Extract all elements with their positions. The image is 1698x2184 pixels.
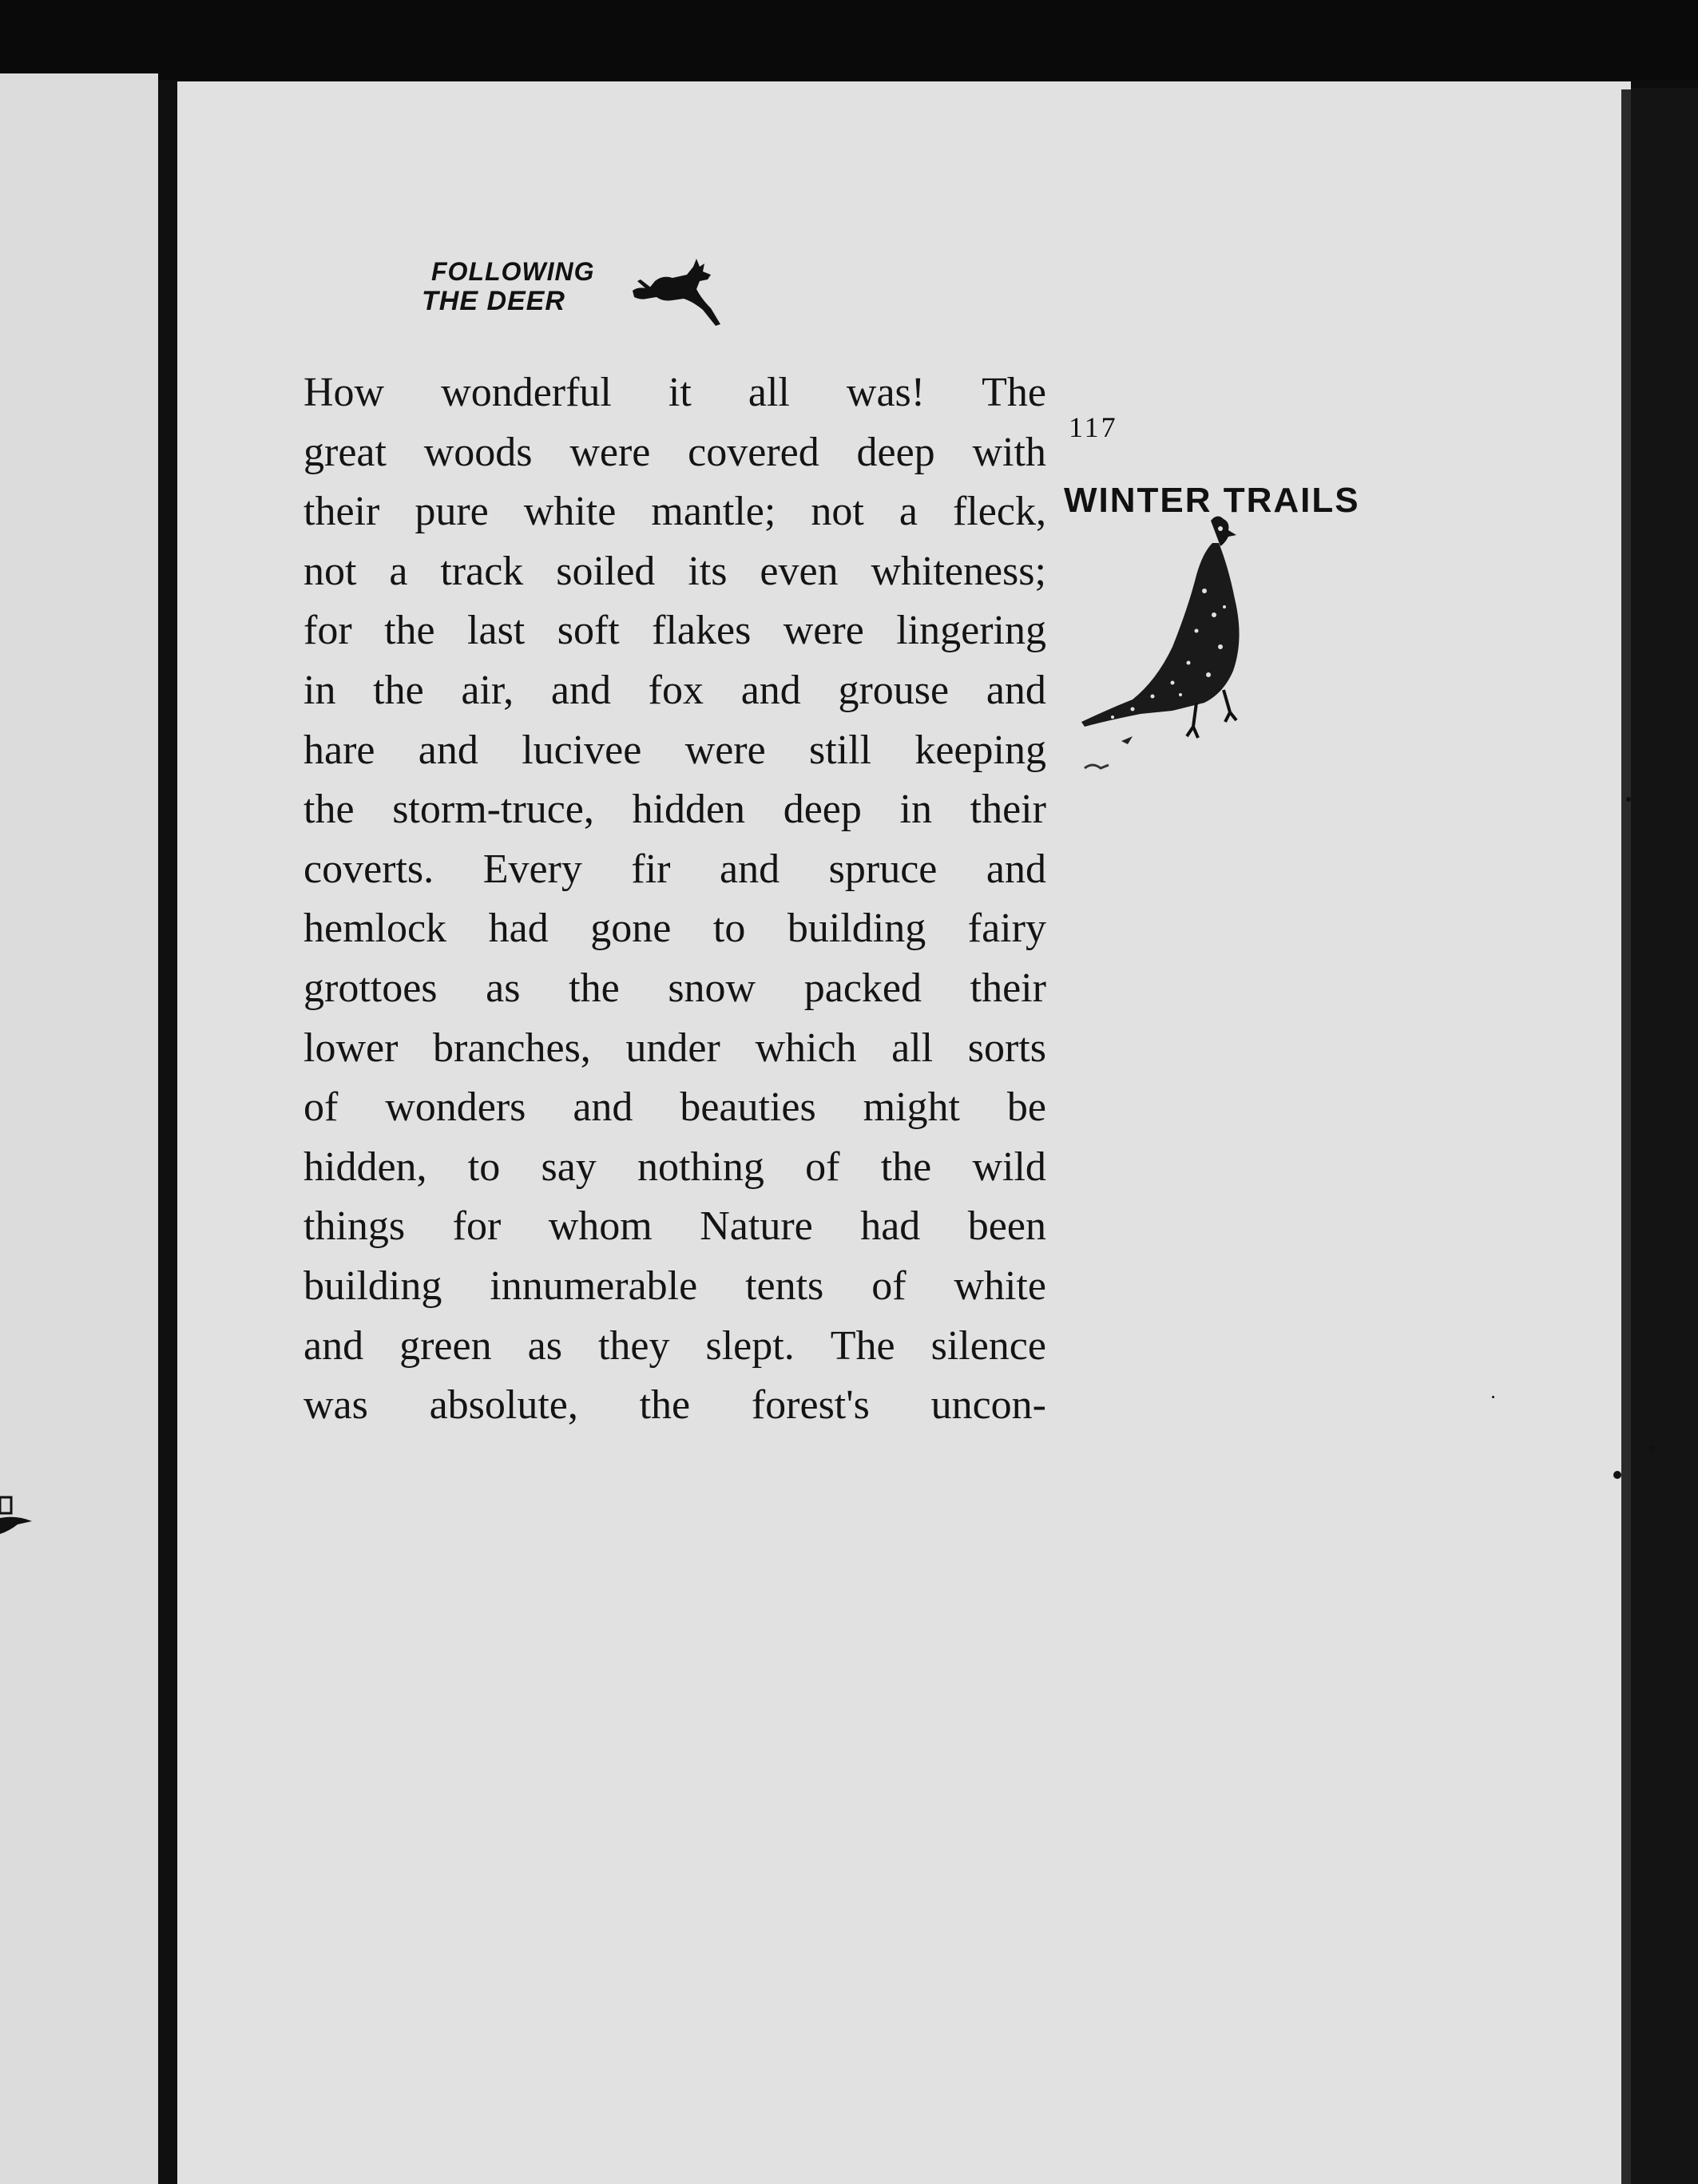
word: whom bbox=[548, 1203, 653, 1250]
word: Every bbox=[482, 846, 582, 892]
word: Nature bbox=[700, 1203, 813, 1250]
word: under bbox=[625, 1025, 720, 1071]
word: was! bbox=[846, 370, 926, 415]
word: gone bbox=[590, 906, 672, 952]
word: air, bbox=[461, 667, 514, 713]
word: might bbox=[863, 1084, 960, 1131]
word: woods bbox=[423, 429, 533, 475]
word: they bbox=[597, 1322, 670, 1369]
word: soft bbox=[557, 608, 620, 654]
word: forest's bbox=[751, 1382, 870, 1429]
word: say bbox=[541, 1144, 597, 1190]
leaping-deer-icon bbox=[631, 257, 723, 329]
word: The bbox=[982, 370, 1046, 415]
word: even bbox=[760, 548, 839, 594]
running-head-winter-trails: WINTER TRAILS bbox=[1064, 481, 1360, 520]
text-line bbox=[303, 1376, 1046, 1436]
word: in bbox=[303, 667, 336, 713]
word: their bbox=[303, 489, 380, 535]
word: and bbox=[986, 846, 1046, 892]
word: great bbox=[303, 429, 387, 475]
scan-speck bbox=[1492, 1396, 1494, 1398]
word: packed bbox=[803, 965, 922, 1011]
word: building bbox=[303, 1262, 442, 1309]
word: the bbox=[303, 787, 355, 833]
word: hidden bbox=[632, 787, 746, 833]
scan-top-border bbox=[0, 0, 1698, 80]
word: still bbox=[809, 727, 872, 773]
scan-right-border bbox=[1631, 88, 1698, 2184]
word: flakes bbox=[652, 608, 752, 654]
word: keeping bbox=[914, 727, 1046, 773]
word: with bbox=[972, 429, 1046, 475]
word: grouse bbox=[838, 667, 950, 713]
word: fox bbox=[648, 667, 704, 713]
word: of bbox=[805, 1144, 840, 1190]
word: white bbox=[523, 489, 617, 535]
word: and bbox=[550, 667, 611, 713]
word: were bbox=[569, 429, 651, 475]
word: in bbox=[899, 787, 932, 833]
text-line bbox=[303, 601, 1046, 661]
word: had bbox=[860, 1203, 921, 1250]
word: were bbox=[783, 608, 864, 654]
word: uncon- bbox=[930, 1382, 1046, 1429]
word: deep bbox=[783, 787, 862, 833]
word: the bbox=[384, 608, 435, 654]
text-line bbox=[303, 840, 1046, 900]
word: of bbox=[303, 1084, 339, 1131]
word: sorts bbox=[967, 1025, 1046, 1071]
facing-page-edge bbox=[0, 73, 158, 2184]
word: branches, bbox=[433, 1025, 591, 1071]
word: it bbox=[668, 370, 692, 415]
word: hemlock bbox=[303, 906, 447, 952]
text-line bbox=[303, 1257, 1046, 1317]
word: and bbox=[573, 1084, 633, 1131]
text-line bbox=[303, 542, 1046, 602]
page-number: 117 bbox=[1069, 411, 1118, 443]
word: the bbox=[569, 965, 620, 1011]
word: lucivee bbox=[522, 727, 642, 773]
word: a bbox=[899, 489, 918, 535]
word: storm-truce, bbox=[392, 787, 594, 833]
word: white bbox=[954, 1262, 1046, 1309]
word: wonderful bbox=[441, 370, 612, 415]
word: deep bbox=[856, 429, 935, 475]
text-line bbox=[303, 1197, 1046, 1257]
word: its bbox=[688, 548, 728, 594]
word: nothing bbox=[637, 1144, 764, 1190]
word: lingering bbox=[896, 608, 1046, 654]
text-line bbox=[303, 1138, 1046, 1198]
text-line bbox=[303, 1019, 1046, 1079]
word: their bbox=[970, 965, 1046, 1011]
word: grottoes bbox=[303, 965, 438, 1011]
word: as bbox=[527, 1322, 562, 1369]
text-line bbox=[303, 780, 1046, 840]
word: wild bbox=[972, 1144, 1046, 1190]
word: track bbox=[440, 548, 524, 594]
word: for bbox=[303, 608, 352, 654]
text-line bbox=[303, 959, 1046, 1019]
scan-speck bbox=[1626, 797, 1631, 802]
word: the bbox=[639, 1382, 691, 1429]
word: tents bbox=[745, 1262, 824, 1309]
word: hidden, bbox=[303, 1144, 427, 1190]
word: for bbox=[452, 1203, 502, 1250]
facing-page-ornament bbox=[0, 1489, 35, 1537]
word: not bbox=[811, 489, 864, 535]
text-line bbox=[303, 899, 1046, 959]
word: been bbox=[967, 1203, 1046, 1250]
word: of bbox=[871, 1262, 907, 1309]
word: and bbox=[740, 667, 801, 713]
word: absolute, bbox=[429, 1382, 578, 1429]
text-line bbox=[303, 661, 1046, 721]
word: as bbox=[486, 965, 521, 1011]
word: innumerable bbox=[490, 1262, 698, 1309]
word: all bbox=[748, 370, 790, 415]
word: was bbox=[303, 1382, 368, 1429]
word: slept. bbox=[705, 1322, 795, 1369]
word: be bbox=[1006, 1084, 1046, 1131]
word: hare bbox=[303, 727, 375, 773]
word: spruce bbox=[828, 846, 938, 892]
word: beauties bbox=[680, 1084, 816, 1131]
word: and bbox=[986, 667, 1046, 713]
word: to bbox=[467, 1144, 501, 1190]
word: soiled bbox=[556, 548, 656, 594]
word: pure bbox=[415, 489, 489, 535]
word: to bbox=[712, 906, 746, 952]
text-line bbox=[303, 482, 1046, 542]
word: building bbox=[787, 906, 926, 952]
word: were bbox=[684, 727, 766, 773]
word: fleck, bbox=[953, 489, 1046, 535]
word: How bbox=[303, 370, 385, 415]
running-head-line2: THE DEER bbox=[422, 286, 565, 316]
word: wonders bbox=[385, 1084, 526, 1131]
word: and bbox=[720, 846, 780, 892]
word: The bbox=[830, 1322, 895, 1369]
word: a bbox=[389, 548, 408, 594]
text-line bbox=[303, 363, 1046, 423]
word: the bbox=[880, 1144, 932, 1190]
running-head-following-the-deer bbox=[417, 257, 720, 337]
word: snow bbox=[668, 965, 756, 1011]
text-line bbox=[303, 721, 1046, 781]
word: things bbox=[303, 1203, 406, 1250]
word: whiteness; bbox=[871, 548, 1046, 594]
word: last bbox=[467, 608, 526, 654]
word: coverts. bbox=[303, 846, 434, 892]
word: all bbox=[891, 1025, 934, 1071]
scan-speck bbox=[1613, 1471, 1621, 1479]
word: mantle; bbox=[651, 489, 776, 535]
book-gutter bbox=[158, 80, 179, 2184]
word: green bbox=[399, 1322, 492, 1369]
word: covered bbox=[688, 429, 819, 475]
scan-speck bbox=[1648, 1445, 1655, 1453]
text-line bbox=[303, 1078, 1046, 1138]
grouse-illustration bbox=[1077, 511, 1260, 799]
running-head-line1: FOLLOWING bbox=[431, 257, 595, 286]
word: fir bbox=[631, 846, 671, 892]
text-line bbox=[303, 1317, 1046, 1377]
word: had bbox=[488, 906, 549, 952]
word: the bbox=[373, 667, 424, 713]
word: fairy bbox=[967, 906, 1046, 952]
body-text bbox=[303, 363, 1046, 1436]
word: and bbox=[418, 727, 478, 773]
word: and bbox=[303, 1322, 364, 1369]
word: which bbox=[755, 1025, 857, 1071]
word: not bbox=[303, 548, 357, 594]
word: their bbox=[970, 787, 1046, 833]
word: lower bbox=[303, 1025, 399, 1071]
text-line bbox=[303, 423, 1046, 483]
word: silence bbox=[930, 1322, 1046, 1369]
